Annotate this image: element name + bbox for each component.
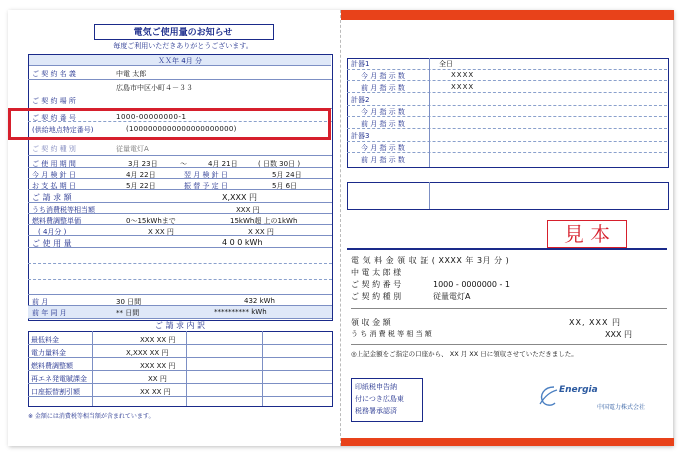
fuel-month: ( 4月分 ) <box>38 228 67 236</box>
billing-amount-value: X,XXX 円 <box>222 193 258 202</box>
greeting-text: 毎度ご利用いただきありがとうございます。 <box>113 42 253 50</box>
meter-title: 計器3 <box>351 132 370 140</box>
breakdown-label: 燃料費調整額 <box>31 362 73 370</box>
fuel-range1: 0～15kWhまで <box>126 217 176 225</box>
breakdown-value: XX 円 <box>148 375 167 383</box>
meter-tag: 全日 <box>439 60 453 68</box>
receipt-separator <box>351 344 667 345</box>
row-divider <box>28 236 332 248</box>
meter-date-value: 4月 22日 <box>126 171 156 179</box>
receipt-tax: XXX 円 <box>605 330 632 339</box>
col-divider <box>429 182 430 209</box>
row-divider <box>28 295 332 306</box>
top-accent-bar <box>341 10 674 20</box>
notice-title: 電気ご使用量のお知らせ <box>133 28 233 38</box>
meter-prev-label: 前 月 指 示 数 <box>361 156 405 164</box>
highlight-frame <box>8 108 331 140</box>
meter-prev-label: 前 月 指 示 数 <box>361 84 405 92</box>
usage-label: ご 使 用 量 <box>32 239 72 248</box>
prev-year-label: 前 年 同 月 <box>32 309 67 317</box>
receipt-title: 電 気 料 金 領 収 証 ( XXXX 年 3月 分 ) <box>351 256 510 265</box>
row-divider <box>28 306 332 319</box>
breakdown-label: 最低料金 <box>31 336 59 344</box>
meter-prev-label: 前 月 指 示 数 <box>361 120 405 128</box>
fuel-value2: X XX 円 <box>248 228 274 236</box>
prev-month-label: 前 月 <box>32 298 49 306</box>
period-to: 4月 21日 <box>208 160 238 168</box>
stamp-tax-line: 税務署承認済 <box>355 407 397 415</box>
period-sep: ～ <box>180 160 187 168</box>
row-divider <box>28 190 332 203</box>
breakdown-row <box>28 345 332 358</box>
row-divider <box>28 248 332 264</box>
fuel-adjust-label: 燃料費調整単価 <box>32 217 81 225</box>
usage-value: 4 0 0 kWh <box>222 238 263 247</box>
meter-current-value: XXXX <box>451 71 475 79</box>
receipt-customer-name: 中 電 太 郎 様 <box>351 268 402 277</box>
payment-due-label: お 支 払 期 日 <box>32 182 76 190</box>
breakdown-title: ご 請 求 内 訳 <box>154 321 206 330</box>
breakdown-row <box>28 332 332 345</box>
row-divider <box>28 225 332 236</box>
meter-block-3 <box>347 130 667 166</box>
meter-title: 計器1 <box>351 60 370 68</box>
blank-box <box>347 182 669 210</box>
supply-point-label: (供給地点特定番号) <box>32 126 94 134</box>
receipt-contract-type: 従量電灯A <box>433 292 471 301</box>
period-label: ご 使 用 期 間 <box>32 160 76 168</box>
receipt-contract-no-label: ご 契 約 番 号 <box>351 280 402 289</box>
energia-logo-icon <box>537 384 559 408</box>
breakdown-label: 再エネ発電賦課金 <box>31 375 87 383</box>
fuel-range2: 15kWh超 上の1kWh <box>230 217 298 225</box>
contract-type-label: ご 契 約 種 別 <box>32 145 76 153</box>
meter-date-label: 今 月 検 針 日 <box>32 171 76 179</box>
receipt-header-rule <box>347 248 667 250</box>
contract-place-value: 広島市中区小町４－３３ <box>116 84 193 92</box>
period-from: 3月 23日 <box>128 160 158 168</box>
tax-label: うち消費税等相当額 <box>32 206 95 214</box>
transfer-date-label: 振 替 予 定 日 <box>184 182 228 190</box>
sample-stamp: 見 本 <box>547 220 627 248</box>
receipt-tax-label: う ち 消 費 税 等 相 当 額 <box>351 330 432 338</box>
tax-value: XXX 円 <box>236 206 260 214</box>
breakdown-label: 口座振替割引額 <box>31 388 80 396</box>
bottom-accent-bar <box>341 438 674 446</box>
bill-document <box>8 10 673 446</box>
prev-year-value: ********** kWh <box>214 308 267 316</box>
contract-number-label: ご 契 約 番 号 <box>32 114 76 122</box>
receipt-contract-type-label: ご 契 約 種 別 <box>351 292 402 301</box>
period-days: ( 日数 30日 ) <box>258 160 301 168</box>
breakdown-value: XXX XX 円 <box>140 362 176 370</box>
contract-name-value: 中電 太郎 <box>116 70 147 78</box>
receipt-contract-no: 1000 - 0000000 - 1 <box>433 280 511 289</box>
meter-current-label: 今 月 指 示 数 <box>361 144 405 152</box>
energia-logo-text: Energia <box>559 385 598 395</box>
next-meter-label: 翌 月 検 針 日 <box>184 171 228 179</box>
breakdown-value: XX XX 円 <box>140 388 171 396</box>
fuel-value1: X XX 円 <box>148 228 174 236</box>
row-divider <box>28 264 332 280</box>
receipt-amount: XX, XXX 円 <box>569 318 622 327</box>
receipt-panel <box>340 10 674 446</box>
prev-month-period: 30 日間 <box>116 298 142 306</box>
prev-year-period: ** 日間 <box>116 309 140 317</box>
supply-point-value: (1000000000000000000000) <box>126 125 237 133</box>
next-meter-value: 5月 24日 <box>272 171 302 179</box>
breakdown-value: XXX XX 円 <box>140 336 176 344</box>
stamp-tax-line: 印紙税申告納 <box>355 383 397 391</box>
breakdown-row <box>28 358 332 371</box>
meter-block-1 <box>347 58 667 94</box>
contract-number-value: 1000-00000000-1 <box>116 113 187 121</box>
stamp-tax-line: 付につき広島東 <box>355 395 404 403</box>
transfer-date-value: 5月 6日 <box>272 182 298 190</box>
billing-month: ＸＸ年 4月 分 <box>158 57 202 65</box>
breakdown-label: 電力量料金 <box>31 349 66 357</box>
contract-type-value: 従量電灯A <box>116 145 149 153</box>
meter-current-label: 今 月 指 示 数 <box>361 72 405 80</box>
col-divider <box>429 58 430 167</box>
meter-block-2 <box>347 94 667 130</box>
breakdown-value: X,XXX XX 円 <box>126 349 169 357</box>
meter-current-label: 今 月 指 示 数 <box>361 108 405 116</box>
company-name: 中国電力株式会社 <box>597 404 646 411</box>
footnote: ※ 金額には消費税等相当額が含まれています。 <box>28 413 155 420</box>
receipt-note: ◎上記金額をご指定の口座から、 XX 月 XX 日に領収させていただきました。 <box>351 350 578 358</box>
receipt-separator <box>351 308 667 309</box>
meter-title: 計器2 <box>351 96 370 104</box>
usage-notice-panel <box>8 10 340 446</box>
meter-prev-value: XXXX <box>451 83 475 91</box>
payment-due-value: 5月 22日 <box>126 182 156 190</box>
billing-amount-label: ご 請 求 額 <box>32 193 72 202</box>
contract-place-label: ご 契 約 場 所 <box>32 97 76 105</box>
prev-month-value: 432 kWh <box>244 297 275 305</box>
receipt-amount-label: 領 収 金 額 <box>351 318 391 327</box>
row-divider <box>28 280 332 295</box>
contract-name-label: ご 契 約 名 義 <box>32 70 76 78</box>
